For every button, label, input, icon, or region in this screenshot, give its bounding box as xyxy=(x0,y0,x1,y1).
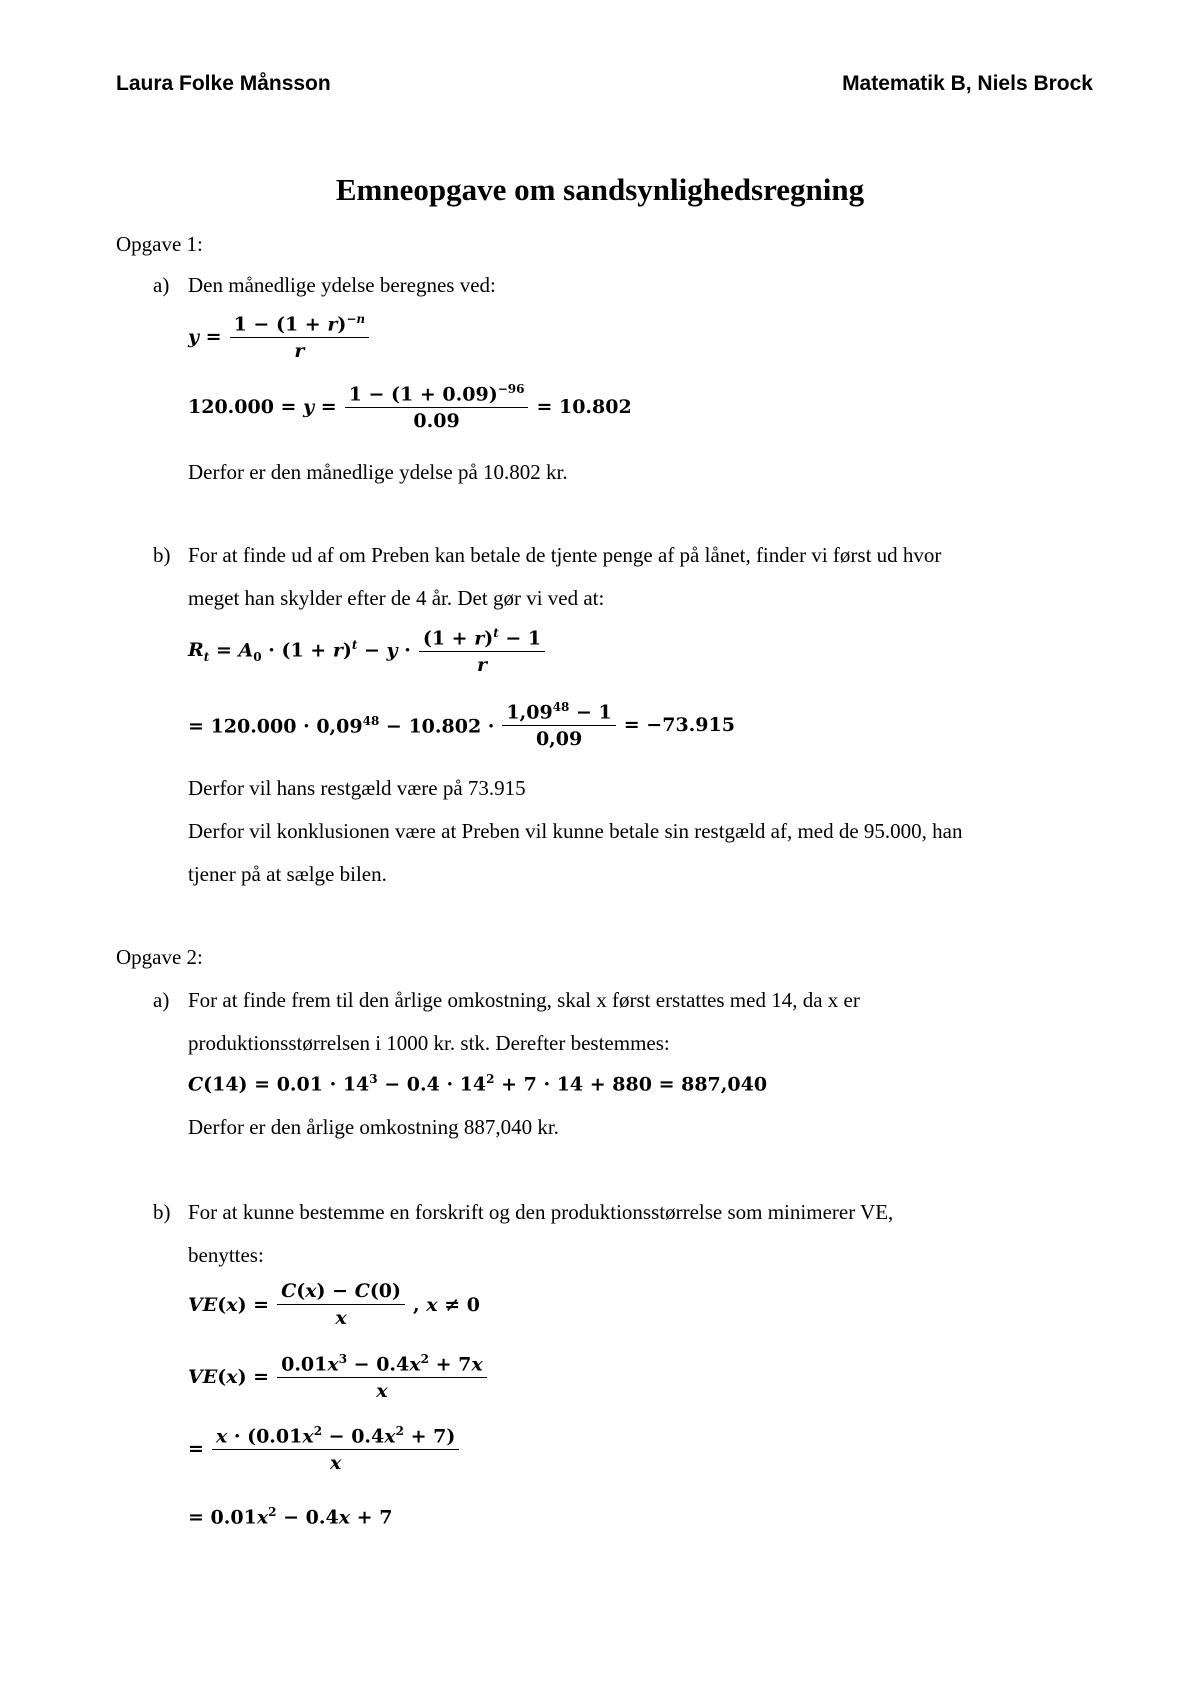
equation-annuity-calc: 120.000 = y = $\frac{1 - (1 + 0.09)^{-96}}{0.09}$ = 10.802 xyxy=(188,382,632,433)
opgave2-b-line1: For at kunne bestemme en forskrift og den produktionsstørrelse som minimerer VE, xyxy=(188,1200,894,1224)
document-title: Emneopgave om sandsynlighedsregning xyxy=(335,172,865,207)
opgave1-b-conclusion1: Derfor vil hans restgæld være på 73.915 xyxy=(188,776,526,800)
opgave1-b-line1: For at finde ud af om Preben kan betale de tjente penge af på lånet, finder vi først ud hvor xyxy=(188,543,942,567)
equation-ve-substituted: VE(x) = $\frac{0.01x^3 - 0.4x^2 + 7x}{x}$ xyxy=(188,1352,491,1402)
opgave2-a-line2: produktionsstørrelsen i 1000 kr. stk. Derefter bestemmes: xyxy=(188,1031,670,1055)
opgave1-a-intro: Den månedlige ydelse beregnes ved: xyxy=(188,273,496,297)
opgave1-heading: Opgave 1: xyxy=(116,232,203,256)
equation-ve-definition: VE(x) = $\frac{C(x) - C(0)}{x}$ , x ≠ 0 xyxy=(188,1280,480,1329)
opgave2-a-line1: For at finde frem til den årlige omkostning, skal x først erstattes med 14, da x er xyxy=(188,988,860,1012)
opgave1-b-label: b) xyxy=(153,543,171,567)
opgave2-b-line2: benyttes: xyxy=(188,1243,264,1267)
opgave2-b-label: b) xyxy=(153,1200,171,1224)
opgave2-heading: Opgave 2: xyxy=(116,945,203,969)
opgave2-a-conclusion: Derfor er den årlige omkostning 887,040 kr. xyxy=(188,1115,559,1139)
author-name: Laura Folke Månsson xyxy=(116,72,331,95)
equation-cost-calc: $C(14) = 0.01 \cdot 14^3 - 0.4 \cdot 14^2 + 7 \cdot 14 + 880 = 887,040$ xyxy=(188,1072,768,1096)
opgave1-a-label: a) xyxy=(153,273,170,297)
opgave2-a-label: a) xyxy=(153,988,170,1012)
equation-remaining-debt-calc: = $120.000 \cdot 0,09^{48} - 10.802$ · $\frac{1,09^{48} - 1}{0,09}$ = −73.915 xyxy=(188,700,735,751)
equation-ve-simplified: = $0.01x^2 - 0.4x + 7$ xyxy=(188,1505,393,1529)
opgave1-b-conclusion2: Derfor vil konklusionen være at Preben vil kunne betale sin restgæld af, med de 95.000, han xyxy=(188,819,963,843)
opgave1-b-conclusion3: tjener på at sælge bilen. xyxy=(188,862,387,886)
equation-ve-factored: = $\frac{x \cdot (0.01x^2 - 0.4x^2 + 7)}{x}$ xyxy=(188,1424,463,1474)
opgave1-b-line2: meget han skylder efter de 4 år. Det gør vi ved at: xyxy=(188,586,605,610)
course-name: Matematik B, Niels Brock xyxy=(842,72,1093,95)
equation-remaining-debt-formula: $R_t = A_0 \cdot (1 + r)^t - y$ · $\frac{(1 + r)^t - 1}{r}$ xyxy=(188,626,549,676)
equation-annuity-formula: y = $\frac{1 - (1 + r)^{-n}}{r}$ xyxy=(188,312,373,362)
opgave1-a-conclusion: Derfor er den månedlige ydelse på 10.802 kr. xyxy=(188,460,568,484)
